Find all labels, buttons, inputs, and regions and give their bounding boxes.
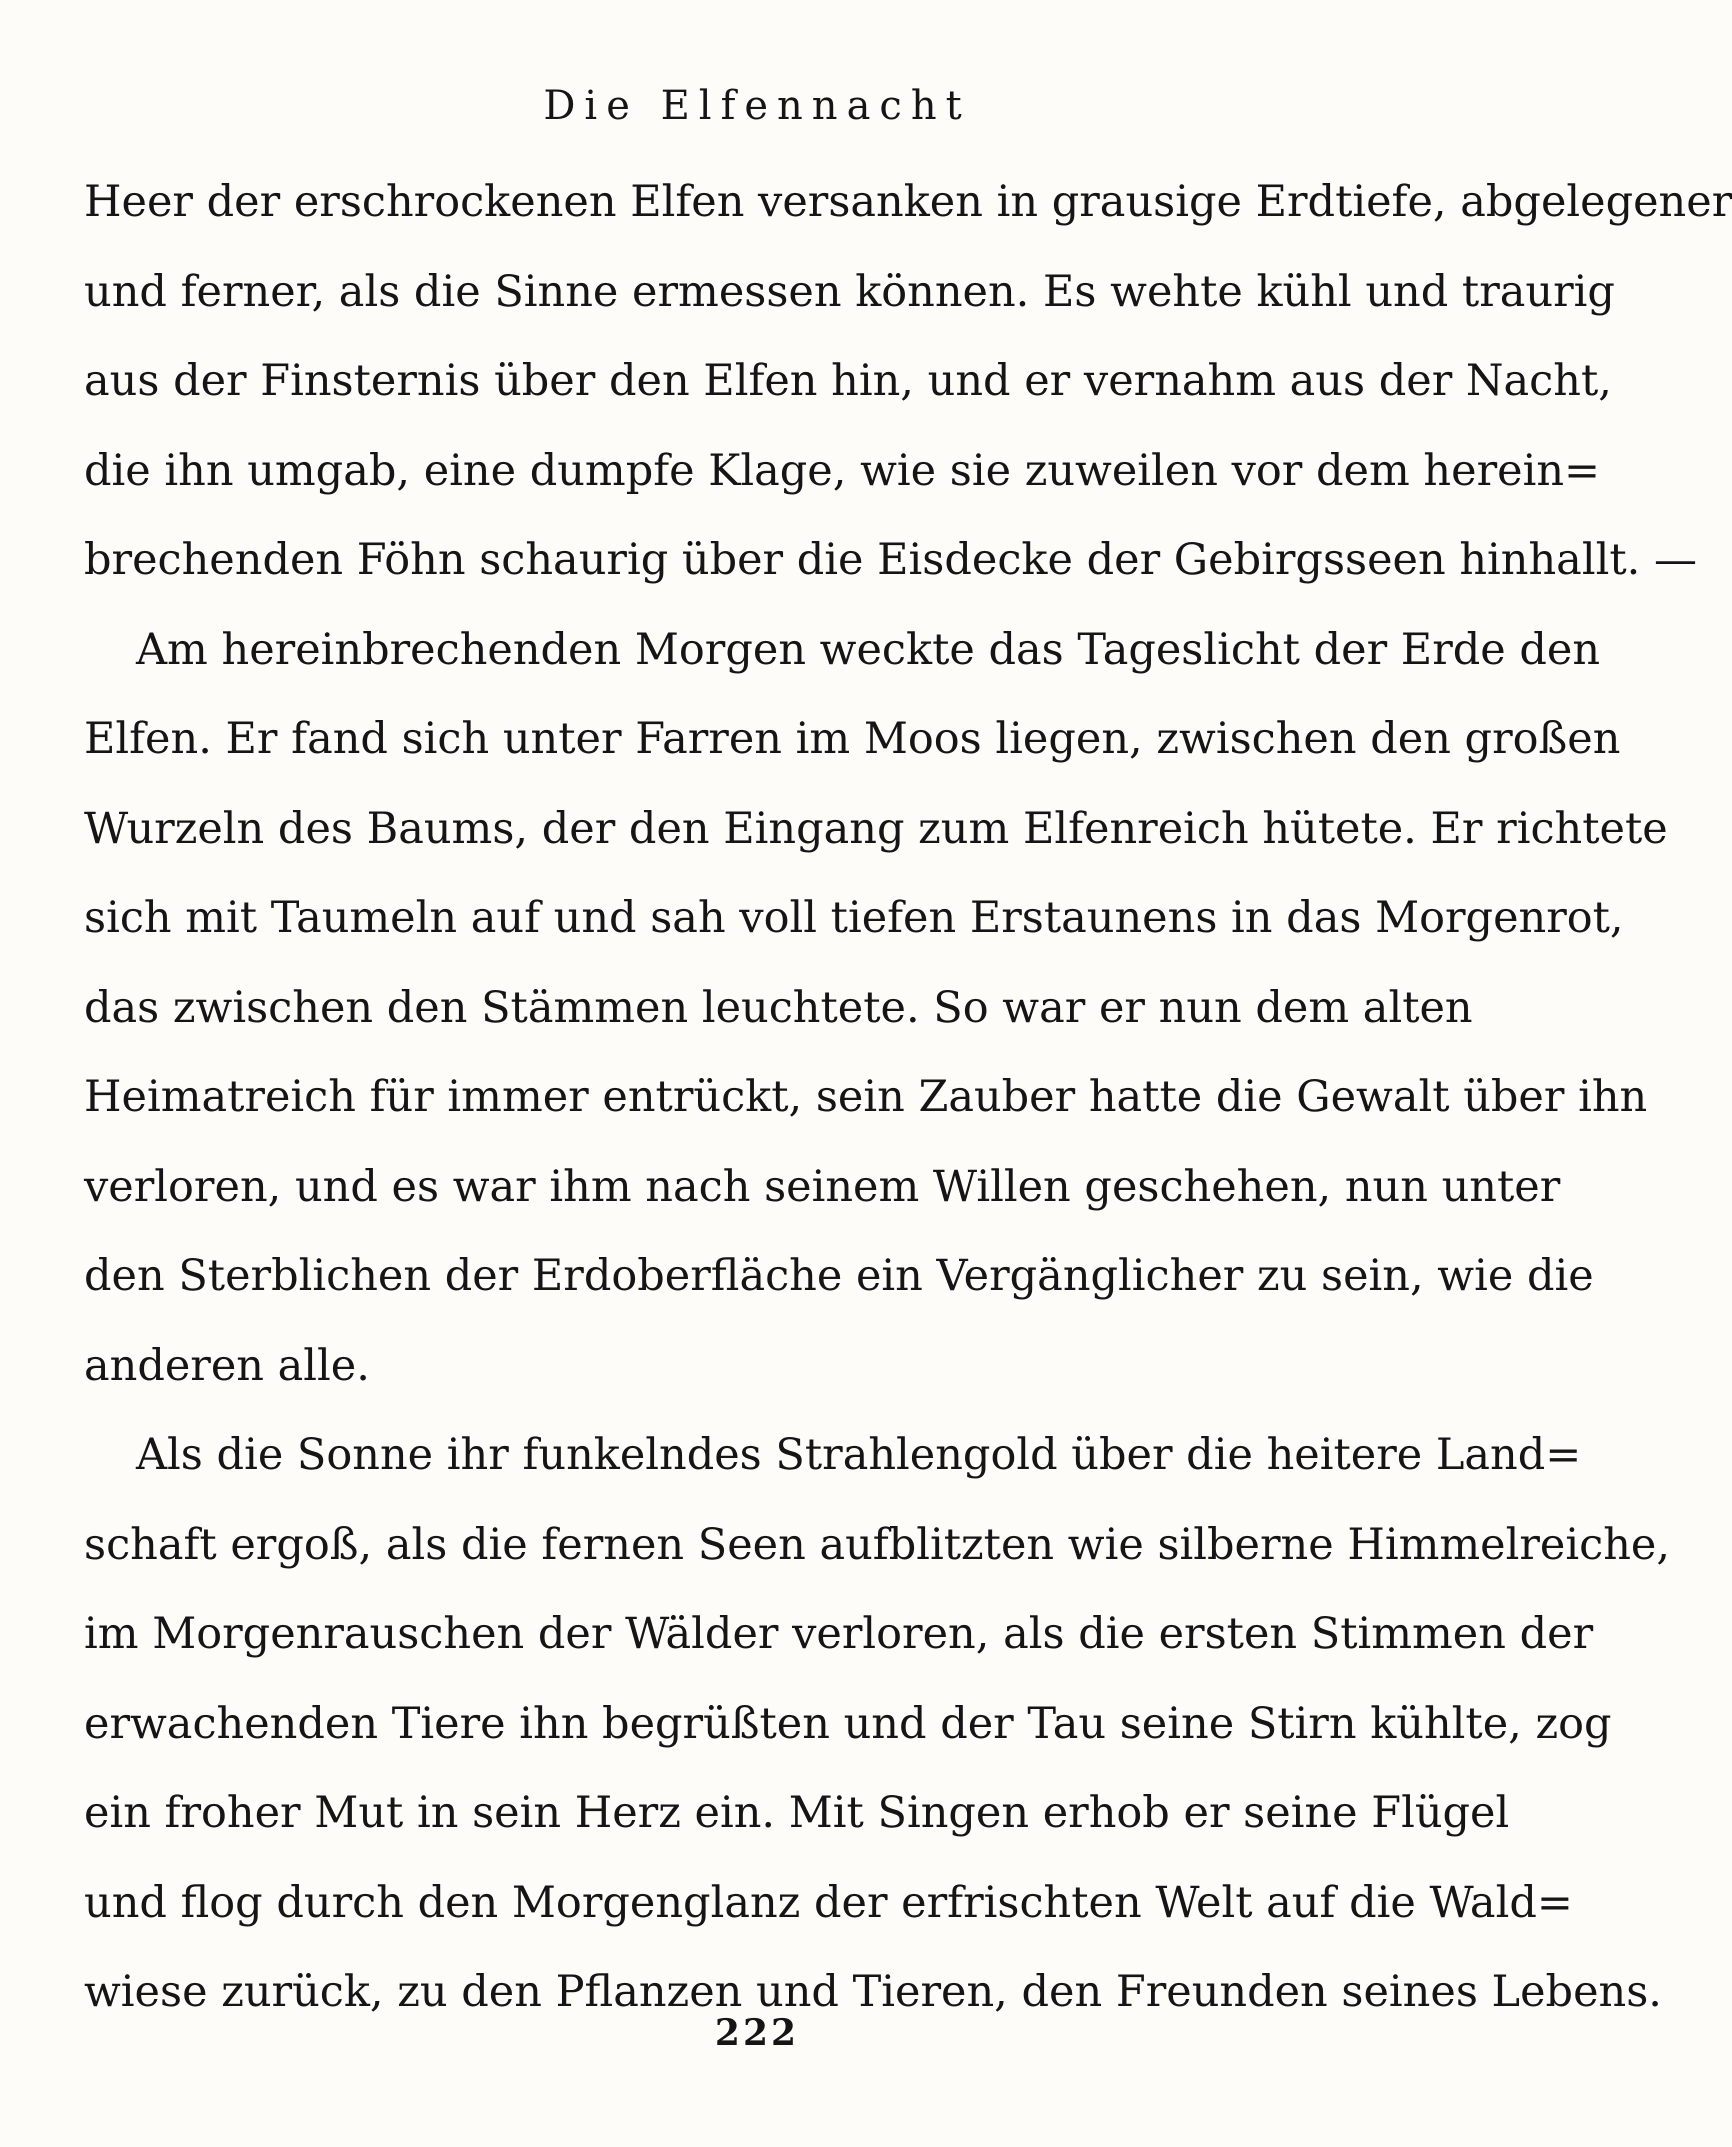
text-line: ein froher Mut in sein Herz ein. Mit Singen erhob er seine Flügel bbox=[84, 1788, 1510, 1838]
text-line: die ihn umgab, eine dumpfe Klage, wie sie zuweilen vor dem herein= bbox=[84, 445, 1601, 496]
text-line: Wurzeln des Baums, der den Eingang zum Elfenreich hütete. Er richtete bbox=[84, 803, 1668, 854]
text-line: das zwischen den Stämmen leuchtete. So war er nun dem alten bbox=[84, 982, 1473, 1033]
text-line: brechenden Föhn schaurig über die Eisdecke der Gebirgsseen hinhallt. — bbox=[84, 535, 1697, 585]
body-text bbox=[84, 158, 1732, 2038]
text-line: Als die Sonne ihr funkelndes Strahlengold über die heitere Land= bbox=[136, 1430, 1582, 1480]
text-line: im Morgenrauschen der Wälder verloren, als die ersten Stimmen der bbox=[84, 1609, 1594, 1659]
text-line: und flog durch den Morgenglanz der erfrischten Welt auf die Wald= bbox=[84, 1877, 1573, 1928]
text-line: sich mit Taumeln auf und sah voll tiefen Erstaunens in das Morgenrot, bbox=[84, 893, 1624, 943]
text-line: Heimatreich für immer entrückt, sein Zauber hatte die Gewalt über ihn bbox=[84, 1072, 1648, 1122]
page-number: 222 bbox=[714, 2012, 800, 2054]
text-line: wiese zurück, zu den Pflanzen und Tieren, den Freunden seines Lebens. bbox=[84, 1967, 1662, 2017]
running-head: Die Elfennacht bbox=[543, 83, 971, 129]
text-line: schaft ergoß, als die fernen Seen aufblitzten wie silberne Himmelreiche, bbox=[84, 1519, 1671, 1570]
text-line: verloren, und es war ihm nach seinem Willen geschehen, nun unter bbox=[84, 1161, 1561, 1212]
text-line: Am hereinbrechenden Morgen weckte das Tageslicht der Erde den bbox=[136, 624, 1601, 675]
text-line: anderen alle. bbox=[84, 1340, 370, 1391]
text-line: den Sterblichen der Erdoberfläche ein Vergänglicher zu sein, wie die bbox=[84, 1251, 1594, 1301]
text-line: Elfen. Er fand sich unter Farren im Moos liegen, zwischen den großen bbox=[84, 714, 1621, 764]
text-line: Heer der erschrockenen Elfen versanken in grausige Erdtiefe, abgelegener bbox=[84, 177, 1732, 227]
text-line: aus der Finsternis über den Elfen hin, und er vernahm aus der Nacht, bbox=[84, 356, 1612, 406]
text-line: erwachenden Tiere ihn begrüßten und der Tau seine Stirn kühlte, zog bbox=[84, 1698, 1612, 1749]
text-line: und ferner, als die Sinne ermessen können. Es wehte kühl und traurig bbox=[84, 266, 1615, 317]
